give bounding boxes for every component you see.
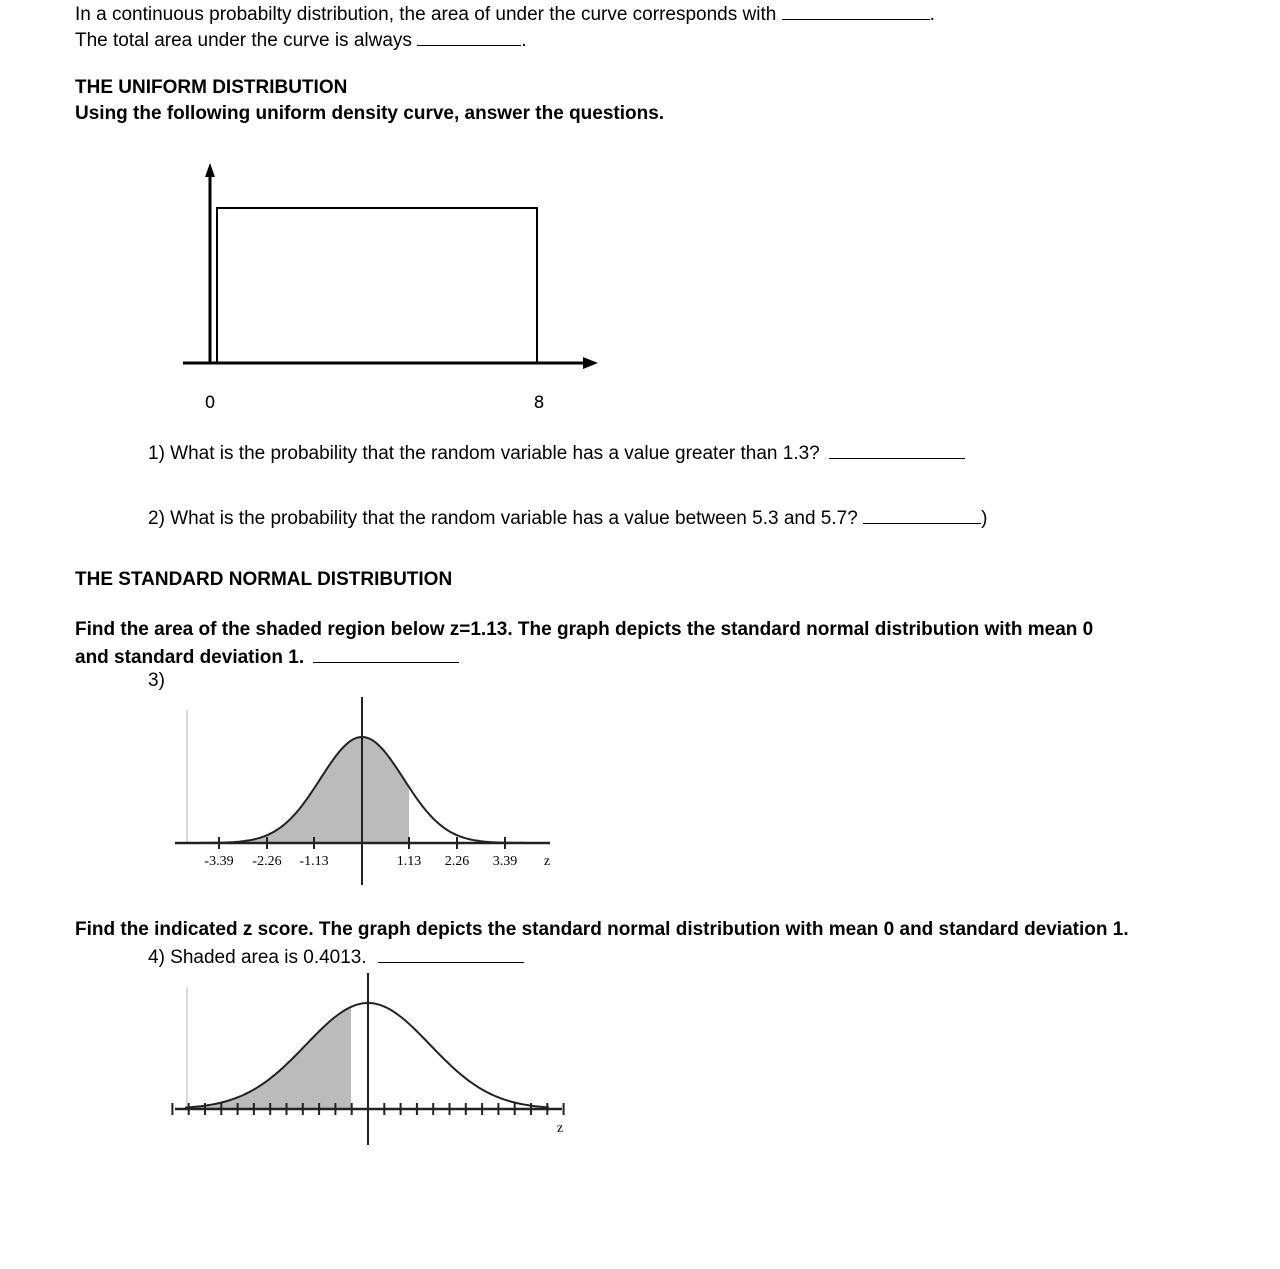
uniform-rectangle — [217, 208, 537, 363]
answer-blank-q3[interactable] — [313, 645, 459, 663]
question-3-line-2 — [75, 645, 459, 669]
question-3-line-1: Find the area of the shaded region below z=1.13. The graph depicts the standard normal distribution with mean 0 — [75, 619, 1094, 640]
question-2 — [148, 506, 987, 530]
period: . — [521, 30, 527, 51]
answer-blank-q2[interactable] — [863, 506, 981, 524]
question-4 — [148, 945, 524, 969]
tick-label: -1.13 — [299, 854, 329, 869]
shaded-region — [200, 737, 409, 843]
question-3-text: and standard deviation 1. — [75, 647, 305, 668]
x-max-label: 8 — [533, 393, 545, 413]
question-4-heading: Find the indicated z score. The graph depicts the standard normal distribution with mean 0 and standard deviation 1. — [75, 919, 1129, 940]
uniform-instruction: Using the following uniform density curve, answer the questions. — [75, 103, 665, 124]
intro-text-1: In a continuous probabilty distribution, the area of under the curve corresponds with — [75, 4, 777, 25]
period: . — [929, 4, 935, 25]
uniform-heading: THE UNIFORM DISTRIBUTION — [75, 77, 348, 98]
answer-blank-q1[interactable] — [829, 441, 965, 459]
shaded-region — [185, 1007, 351, 1109]
question-2-text: 2) What is the probability that the random variable has a value between 5.3 and 5.7? — [148, 508, 858, 529]
uniform-density-graph — [183, 163, 598, 369]
intro-text-2: The total area under the curve is always — [75, 30, 412, 51]
x-axis-arrow-icon — [583, 357, 598, 369]
question-3-number: 3) — [148, 670, 165, 691]
closing-paren: ) — [981, 508, 988, 529]
normal-heading: THE STANDARD NORMAL DISTRIBUTION — [75, 569, 453, 590]
tick-label: -3.39 — [204, 854, 234, 869]
tick-label: 1.13 — [396, 854, 422, 869]
x-min-label: 0 — [204, 393, 216, 413]
axis-label-z: z — [556, 1121, 564, 1136]
normal-curve-graph-4 — [172, 973, 563, 1145]
axis-label-z: z — [543, 854, 551, 869]
tick-label: -2.26 — [252, 854, 282, 869]
y-axis-arrow-icon — [205, 163, 215, 177]
tick-label: 3.39 — [492, 854, 518, 869]
question-4-text: 4) Shaded area is 0.4013. — [148, 947, 367, 968]
answer-blank-q4[interactable] — [378, 945, 524, 963]
question-1-text: 1) What is the probability that the random variable has a value greater than 1.3? — [148, 443, 820, 464]
question-1 — [148, 441, 965, 465]
tick-label: 2.26 — [444, 854, 470, 869]
